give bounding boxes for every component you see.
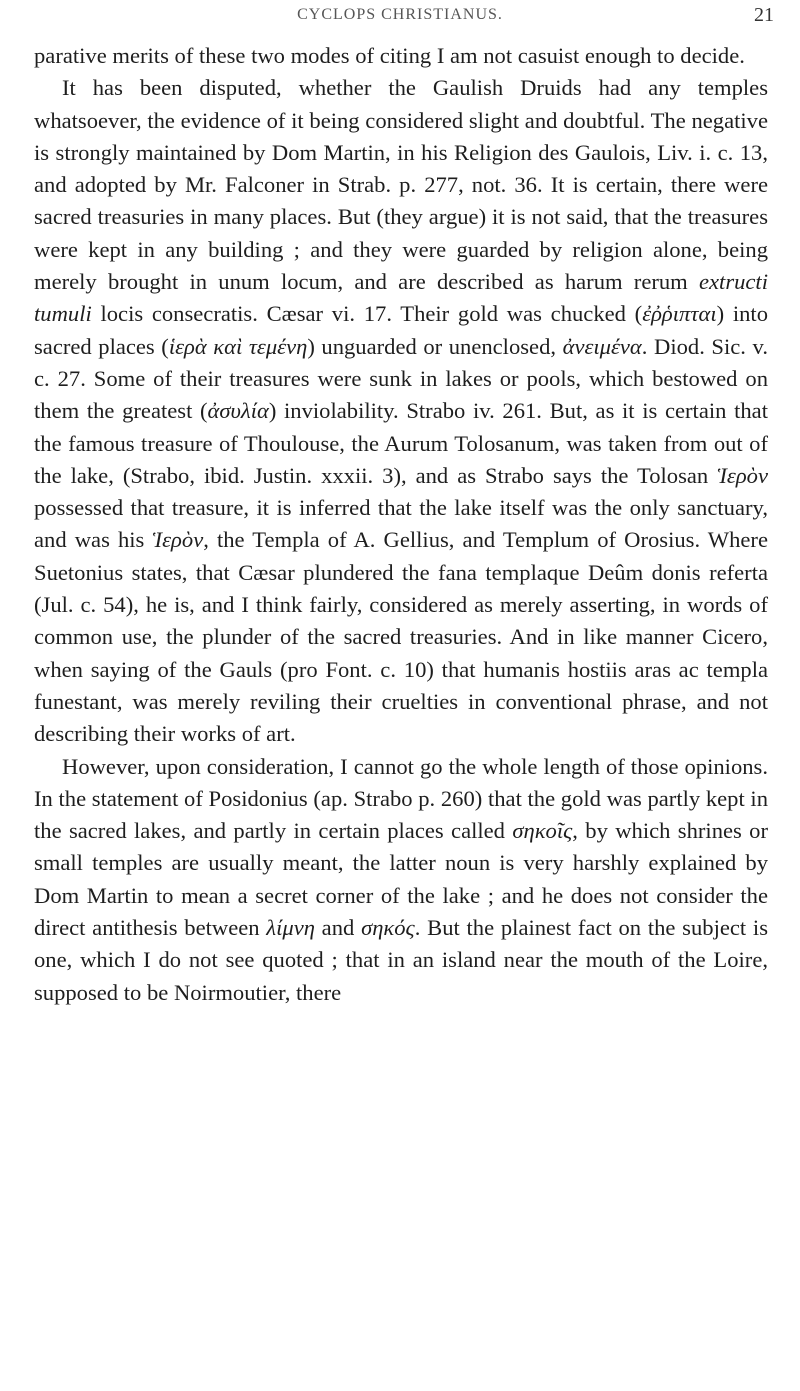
greek-text: λίμνη [266,915,315,941]
paragraph [34,751,768,1009]
italic-text: extructi tumuli [34,269,768,327]
text-run: possessed that treasure, it is inferred that the lake itself was the only sanctuary, and was his [34,495,768,553]
text-run: . But the plainest fact on the subject is one, which I do not see quoted ; that in an island near the mouth of the Loire, supposed to be Noirmoutier, there [34,915,769,1005]
greek-text: ἀνειμένα [562,333,642,359]
text-run: ) inviolability. Strabo iv. 261. But, as it is certain that the famous treasure of Thoulouse, the Aurum Tolosanum, was taken from out of the lake, (Strabo, ibid. Justin. xxxii. 3), and as Strabo says the Tolosan [34,398,768,488]
paragraph [34,72,768,750]
text-run: It has been disputed, whether the Gaulish Druids had any temples whatsoever, the evidence of it being considered slight and doubtful. The negative is strongly maintained by Dom Martin, in his Religion des Gaulois, Liv. i. c. 13, and adopted by Mr. Falconer in Strab. p. 277, not. 36. It is certain, there were sacred treasuries in many places. But (they argue) it is not said, that the treasures were kept in any building ; and they were guarded by religion alone, being merely brought in unum locum, and are described as harum rerum [34,75,768,295]
greek-text: ἀσυλία [207,398,269,424]
text-run: locis consecratis. Cæsar vi. 17. Their gold was chucked ( [91,301,643,327]
greek-text: σηκοῖς [512,818,573,844]
greek-text: ἐῤῥιπται [642,301,717,327]
greek-text: Ἱερὸν [717,462,768,488]
text-run: However, upon consideration, I cannot go the whole length of those opinions. In the statement of Posidonius (ap. Strabo p. 260) that the gold was partly kept in the sacred lakes, and partly in certain places called [34,753,768,844]
body-text [34,40,768,1009]
text-run: parative merits of these two modes of citing I am not casuist enough to decide. [34,43,745,68]
text-run: , by which shrines or small temples are usually meant, the latter noun is very harshly explained by Dom Martin to mean a secret corner of the lake ; and he does not consider the direct antithesis between [34,818,768,941]
text-run: and [314,915,362,941]
greek-text: Ἱερὸν [152,527,204,553]
paragraph [34,40,768,72]
text-run: . Diod. Sic. v. c. 27. Some of their treasures were sunk in lakes or pools, which bestowed on them the greatest ( [34,333,768,424]
page-header [0,6,800,32]
greek-text: ἱερὰ καὶ τεμένη [168,333,308,359]
text-run: ) unguarded or unenclosed, [307,333,563,359]
text-run: ) into sacred places ( [34,301,768,359]
running-title: CYCLOPS CHRISTIANUS. [297,6,503,23]
greek-text: σηκός [361,915,415,941]
page-number: 21 [754,4,774,26]
text-run: , the Templa of A. Gellius, and Templum of Orosius. Where Suetonius states, that Cæsar plundered the fana templaque Deûm donis referta (Jul. c. 54), he is, and I think fairly, considered as merely asserting, in words of common use, the plunder of the sacred treasuries. And in like manner Cicero, when saying of the Gauls (pro Font. c. 10) that humanis hostiis aras ac templa funestant, was merely reviling their cruelties in conventional phrase, and not describing their works of art. [34,527,768,747]
